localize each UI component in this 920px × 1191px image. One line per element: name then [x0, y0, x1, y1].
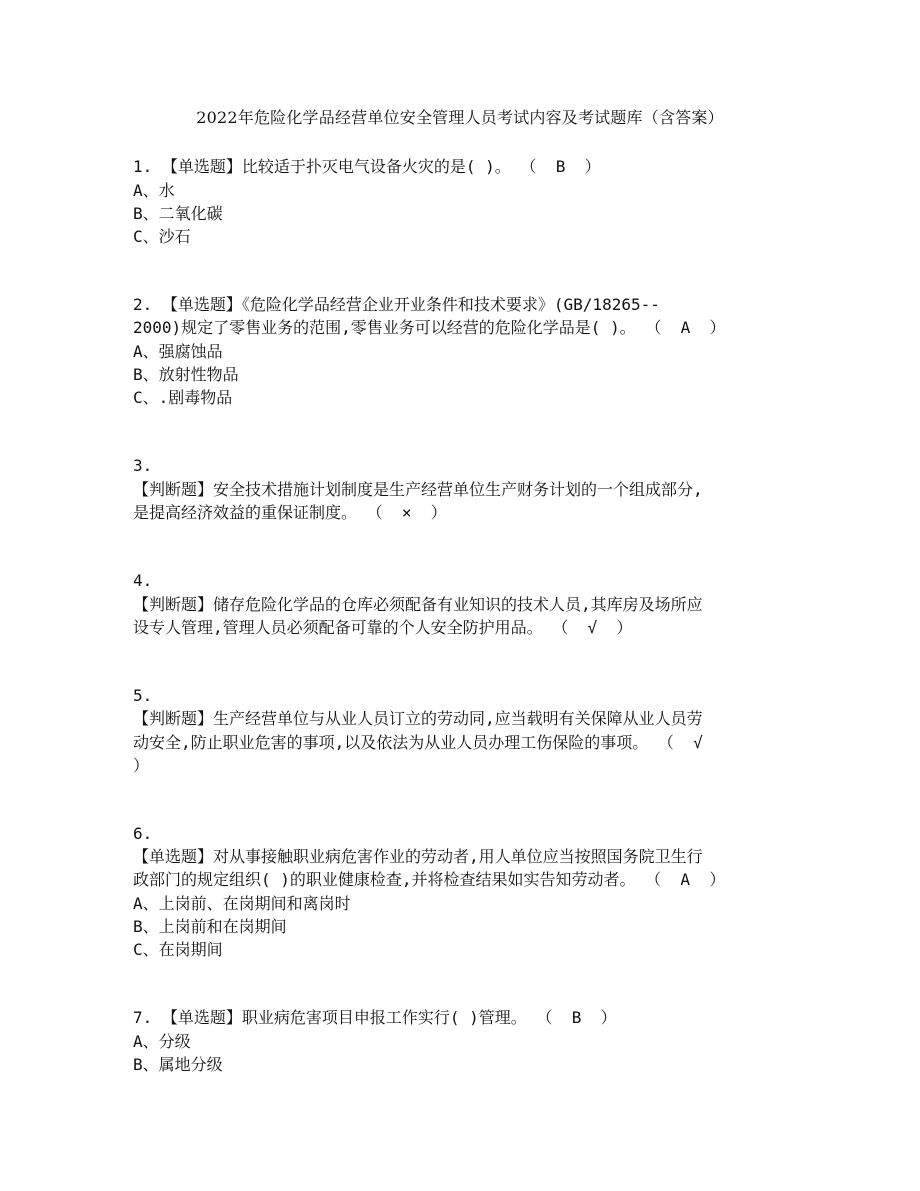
- question-3-stem-line-1: 【判断题】安全技术措施计划制度是生产经营单位生产财务计划的一个组成部分,: [133, 480, 703, 499]
- question-4-number: 4.: [133, 571, 153, 590]
- question-2-option-c: C、.剧毒物品: [133, 388, 233, 407]
- question-6-option-a: A、上岗前、在岗期间和离岗时: [133, 894, 351, 913]
- question-3-stem-line-2: 是提高经济效益的重保证制度。 （ × ）: [133, 503, 447, 522]
- question-2-stem-line-2: 2000)规定了零售业务的范围,零售业务可以经营的危险化学品是( )。 （ A ）: [133, 318, 726, 337]
- question-6-option-c: C、在岗期间: [133, 940, 223, 959]
- question-1-stem: 1. 【单选题】比较适于扑灭电气设备火灾的是( )。 （ B ）: [133, 157, 601, 176]
- question-3-number: 3.: [133, 456, 153, 475]
- question-6-stem-line-1: 【单选题】对从事接触职业病危害作业的劳动者,用人单位应当按照国务院卫生行: [133, 847, 703, 866]
- question-5-stem-line-1: 【判断题】生产经营单位与从业人员订立的劳动同,应当载明有关保障从业人员劳: [133, 709, 703, 728]
- question-7-option-a: A、分级: [133, 1032, 191, 1051]
- question-1-option-b: B、二氧化碳: [133, 204, 223, 223]
- question-5-stem-line-2: 动安全,防止职业危害的事项,以及依法为从业人员办理工伤保险的事项。 （ √: [133, 733, 703, 752]
- question-4-stem-line-2: 设专人管理,管理人员必须配备可靠的个人安全防护用品。 （ √ ）: [133, 618, 633, 637]
- document-title: 2022年危险化学品经营单位安全管理人员考试内容及考试题库（含答案）: [196, 108, 724, 127]
- question-2-stem-line-1: 2. 【单选题】《危险化学品经营企业开业条件和技术要求》(GB/18265--: [133, 295, 660, 314]
- question-1-option-a: A、水: [133, 181, 175, 200]
- question-6-option-b: B、上岗前和在岗期间: [133, 917, 287, 936]
- question-2-option-b: B、放射性物品: [133, 365, 239, 384]
- question-1-option-c: C、沙石: [133, 227, 191, 246]
- question-7-option-b: B、属地分级: [133, 1055, 223, 1074]
- question-6-stem-line-2: 政部门的规定组织( )的职业健康检查,并将检查结果如实告知劳动者。 （ A ）: [133, 870, 726, 889]
- question-7-stem: 7. 【单选题】职业病危害项目申报工作实行( )管理。 （ B ）: [133, 1008, 617, 1027]
- question-5-number: 5.: [133, 686, 153, 705]
- question-4-stem-line-1: 【判断题】储存危险化学品的仓库必须配备有业知识的技术人员,其库房及场所应: [133, 595, 703, 614]
- question-2-option-a: A、强腐蚀品: [133, 342, 223, 361]
- question-5-stem-line-3: ）: [133, 756, 150, 775]
- question-6-number: 6.: [133, 824, 153, 843]
